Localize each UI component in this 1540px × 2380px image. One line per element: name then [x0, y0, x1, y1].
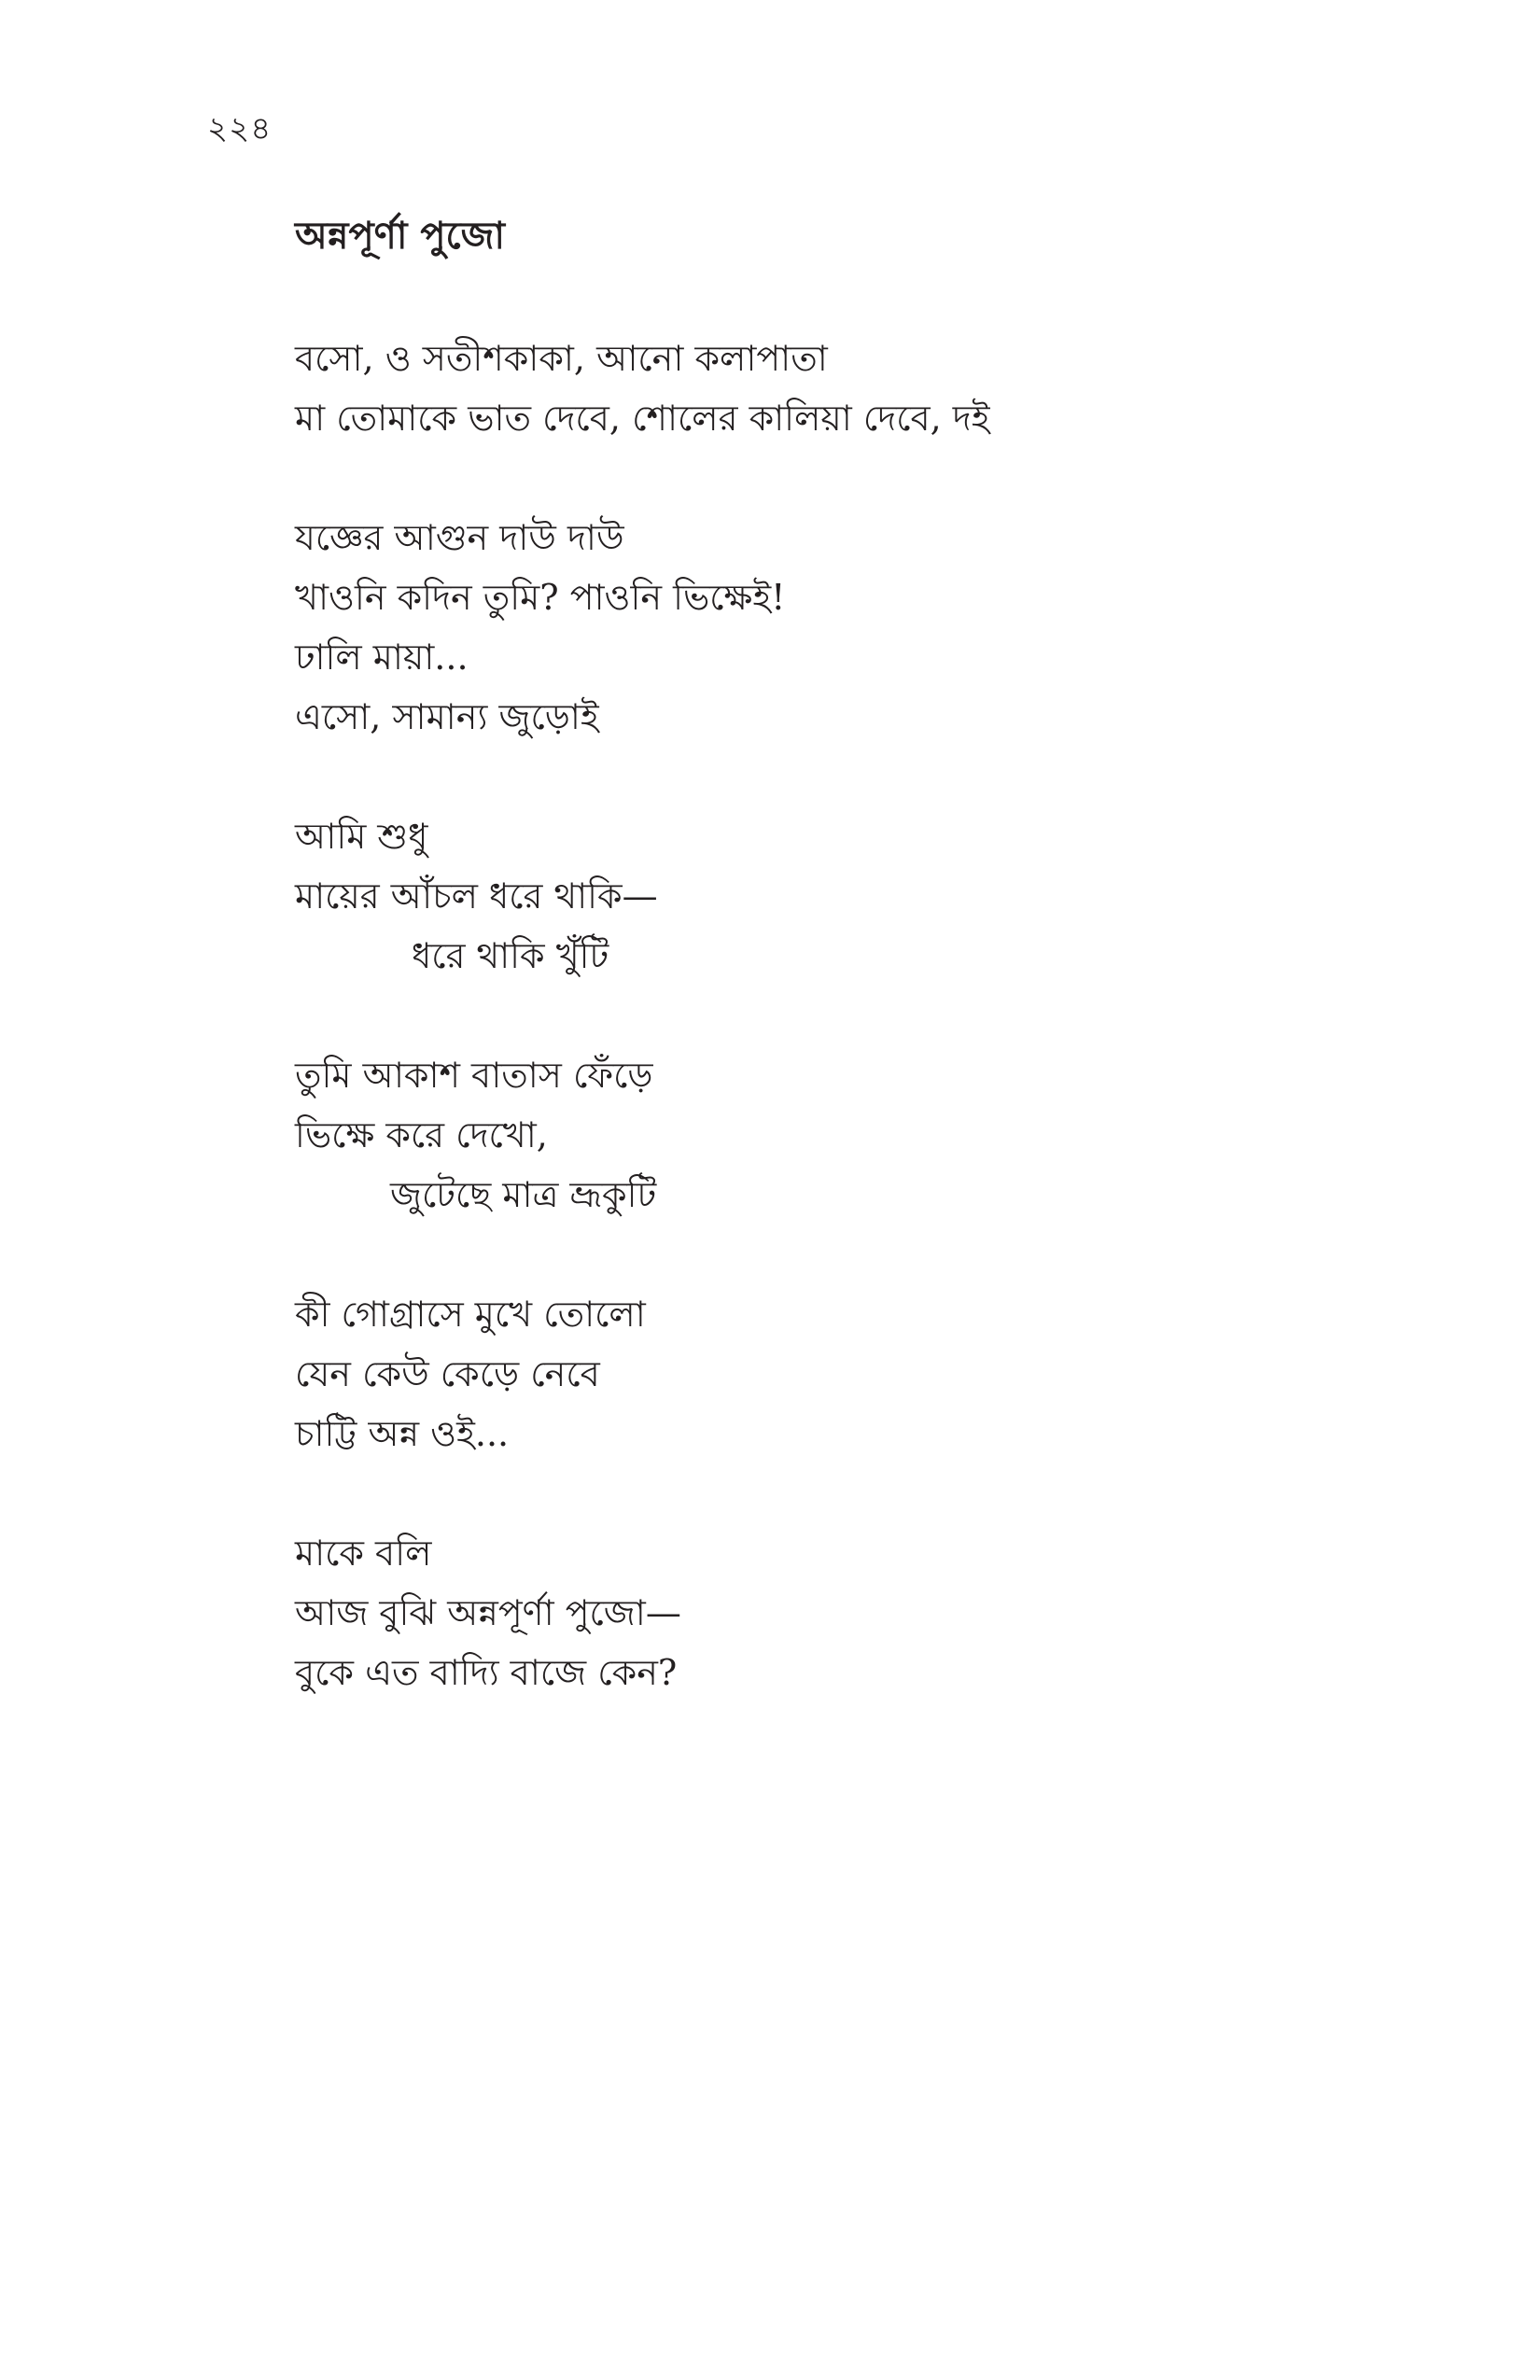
poem-line: ভিক্ষে করে দেখো,	[295, 1114, 548, 1155]
poem-line: আমি শুধু	[295, 816, 428, 857]
poem-line: আজ বুঝি অন্নপূর্ণা পুজো—	[295, 1592, 681, 1633]
poem-line: ঢালি মায়া...	[295, 637, 469, 678]
poem-line: মা তোমাকে ভাত দেবে, শোলের কালিয়া দেবে, দই	[295, 398, 990, 439]
poem-line-indented: ধরে থাকি খুঁটি	[412, 935, 609, 976]
poem-line: এসো, সামান্য জুড়োই	[295, 696, 599, 737]
poem-line: মাকে বলি	[295, 1533, 432, 1574]
stanza-5	[295, 1284, 1322, 1463]
stanza-3	[295, 806, 1322, 986]
poem-line: যেন কেউ কেড়ে নেবে	[295, 1353, 600, 1394]
stanza-1	[295, 329, 1322, 448]
poem-line: বুকে এত বাদ্যি বাজে কেন?	[295, 1652, 678, 1693]
poem-line-indented: জুটেছে মাত্র ভ্রূকুটি	[390, 1174, 657, 1215]
stanza-4	[295, 1045, 1322, 1225]
poem-line: তুমি আকাশ বাতাস ফেঁড়ে	[295, 1055, 653, 1096]
poem-line: মায়ের আঁচল ধরে থাকি—	[295, 875, 658, 917]
stanza-2	[295, 508, 1322, 747]
stanza-6	[295, 1523, 1322, 1702]
poem-line: খাওনি কদিন তুমি? পাওনি ভিক্ষেই!	[295, 577, 786, 618]
poem-body	[295, 329, 1322, 1762]
poem-title: অন্নপূর্ণা পুজো	[295, 214, 505, 258]
poem-line: কী গোগ্রাসে মুখে তোলো	[295, 1294, 646, 1335]
page-number: ২২৪	[207, 110, 273, 147]
poem-line: চাট্টি অন্ন ওই...	[295, 1413, 510, 1454]
poem-line: যজ্ঞের আগুন দাউ দাউ	[295, 517, 624, 558]
poem-line: বসো, ও সতীশকাকা, আনো কলাপাতা	[295, 338, 828, 379]
